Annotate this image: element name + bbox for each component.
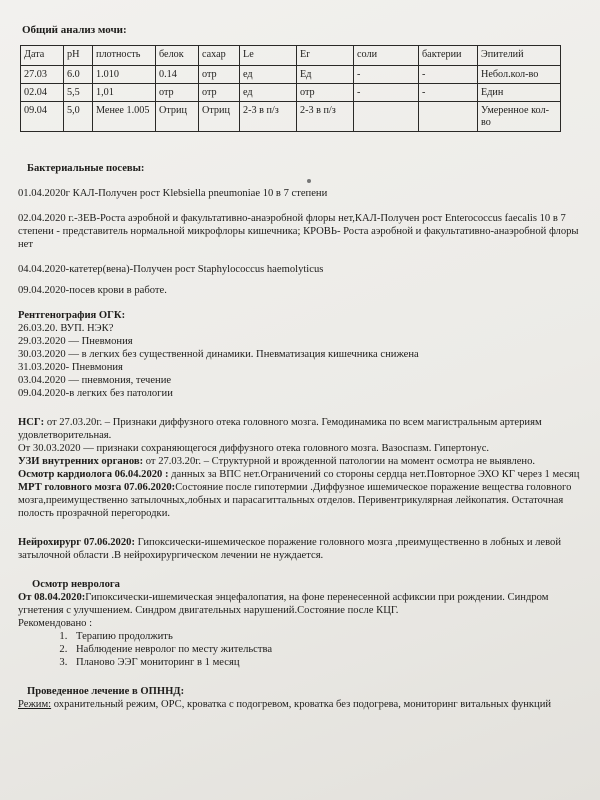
xray-line: 09.04.2020-в легких без патологии [18,388,173,399]
table-cell: ед [240,66,297,84]
mrt-paragraph [18,481,584,520]
nsg-paragraph [18,416,584,442]
col-header-protein: белок [156,46,199,66]
table-cell: ед [240,84,297,102]
table-cell: отр [199,66,240,84]
neuro-paragraph [18,591,584,617]
neuro-rec: Рекомендовано : [18,618,93,629]
xray-line: 30.03.2020 — в легких без существенной динамики. Пневматизация кишечника снижена [18,349,419,360]
table-cell: 2-3 в п/з [297,102,354,132]
col-header-salts: соли [354,46,419,66]
table-cell: Отриц [156,102,199,132]
table-cell: 09.04 [21,102,64,132]
col-header-density: плотность [93,46,156,66]
table-cell: 1,01 [93,84,156,102]
neurosurg-paragraph [18,536,584,562]
xray-line: 31.03.2020- Пневмония [18,362,123,373]
table-cell: Небол.кол-во [478,66,561,84]
table-cell: отр [156,84,199,102]
table-cell: 02.04 [21,84,64,102]
col-header-date: Дата [21,46,64,66]
uzi-paragraph [18,455,584,468]
table-cell: - [354,66,419,84]
bact-item: 09.04.2020-посев крови в работе. [18,285,167,296]
col-header-er: Er [297,46,354,66]
table-cell: 0.14 [156,66,199,84]
table-cell [354,102,419,132]
table-cell: отр [199,84,240,102]
table-cell: - [419,66,478,84]
xray-line: 03.04.2020 — пневмония, течение [18,375,172,386]
table-header-row [21,46,561,66]
col-header-sugar: сахар [199,46,240,66]
treatment-heading: Проведенное лечение в ОПННД: [27,686,185,697]
cardio-paragraph [18,468,584,481]
treatment-text: охранительный режим, ОРС, кроватка с подогревом, кроватка без подогрева, мониторинг витальных функций [51,699,552,710]
nsg-text-2: От 30.03.2020 — признаки сохраняющегося диффузного отека головного мозга. Вазоспазм. Гипертонус. [18,443,490,454]
table-cell: Един [478,84,561,102]
nsg-label: НСГ: [18,417,45,428]
table-cell: 27.03 [21,66,64,84]
col-header-ph: pH [64,46,93,66]
neuro-label: От 08.04.2020: [18,592,86,603]
neurosurg-text: Гипоксически-ишемическое поражение головного мозга ,преимущественно в лобных и левой затылочной области .В нейрохирургическом лечении не нуждается. [18,537,562,561]
uzi-label: УЗИ внутренних органов: [18,456,144,467]
neurosurg-label: Нейрохирург 07.06.2020: [18,537,135,548]
table-cell: Ед [297,66,354,84]
table-cell: Отриц [199,102,240,132]
table-row [21,102,561,132]
table-row [21,66,561,84]
table-cell: отр [297,84,354,102]
bact-heading: Бактериальные посевы: [27,163,145,174]
col-header-bacteria: бактерии [419,46,478,66]
cardio-label: Осмотр кардиолога 06.04.2020 : [18,469,169,480]
mrt-text: Состояние после гипотермии .Диффузное ишемическое поражение вещества головного мозга,преимущественно затылочных,лобных и парасагиттальных отделов. Перивентрикулярная лейкопатия. Остаточная полость прозрачной перегородки. [18,482,572,519]
urinalysis-title: Общий анализ мочи: [22,24,127,36]
table-cell [419,102,478,132]
mrt-label: МРТ головного мозга 07.06.2020: [18,482,176,493]
xray-line: 26.03.20. ВУП. НЭК? [18,323,114,334]
table-cell: Менее 1.005 [93,102,156,132]
table-cell: 1.010 [93,66,156,84]
cardio-text: данных за ВПС нет.Ограничений со стороны сердца нет.Повторное ЭХО КГ через 1 месяц [168,469,580,480]
col-header-le: Le [240,46,297,66]
treatment-paragraph [18,698,584,711]
bact-item: 01.04.2020г КАЛ-Получен рост Klebsiella pneumoniae 10 в 7 степени [18,188,328,199]
treatment-label: Режим: [18,699,52,710]
table-cell: 2-3 в п/з [240,102,297,132]
list-item: 2. Наблюдение невролог по месту жительства [70,643,584,656]
table-cell: 5,0 [64,102,93,132]
table-row [21,84,561,102]
table-cell: - [419,84,478,102]
neuro-rec-list [18,630,584,669]
table-cell: Умеренное кол-во [478,102,561,132]
nsg-text: от 27.03.20г. – Признаки диффузного отека головного мозга. Гемодинамика по всем магистральным артериям удовлетворительная. [18,417,542,441]
table-cell: - [354,84,419,102]
xray-heading: Рентгенография ОГК: [18,310,126,321]
list-item: 3. Планово ЭЭГ мониторинг в 1 месяц [70,656,584,669]
table-cell: 5,5 [64,84,93,102]
neuro-heading: Осмотр невролога [32,579,120,590]
uzi-text: от 27.03.20г. – Структурной и врожденной патологии на момент осмотра не выявлено. [143,456,536,467]
bact-item: 02.04.2020 г.-ЗЕВ-Роста аэробной и факультативно-анаэробной флоры нет,КАЛ-Получен рост Enterococcus faecalis 10 в 7 степени - представитель нормальной микрофлоры кишечника; КРОВЬ- Роста аэробной и факультативно-анаэробной флоры нет [18,213,579,250]
urinalysis-table [20,45,561,132]
list-item: 1. Терапию продолжить [70,630,584,643]
xray-line: 29.03.2020 — Пневмония [18,336,133,347]
bact-item: 04.04.2020-катетер(вена)-Получен рост Staphylococcus haemolyticus [18,264,324,275]
page-dot-mark [307,179,311,183]
table-cell: 6.0 [64,66,93,84]
col-header-epithelium: Эпителий [478,46,561,66]
neuro-text: Гипоксически-ишемическая энцефалопатия, на фоне перенесенной асфиксии при рождении. Синдром угнетения с улучшением. Синдром двигательных нарушений.Состояние после КЦГ. [18,592,549,616]
